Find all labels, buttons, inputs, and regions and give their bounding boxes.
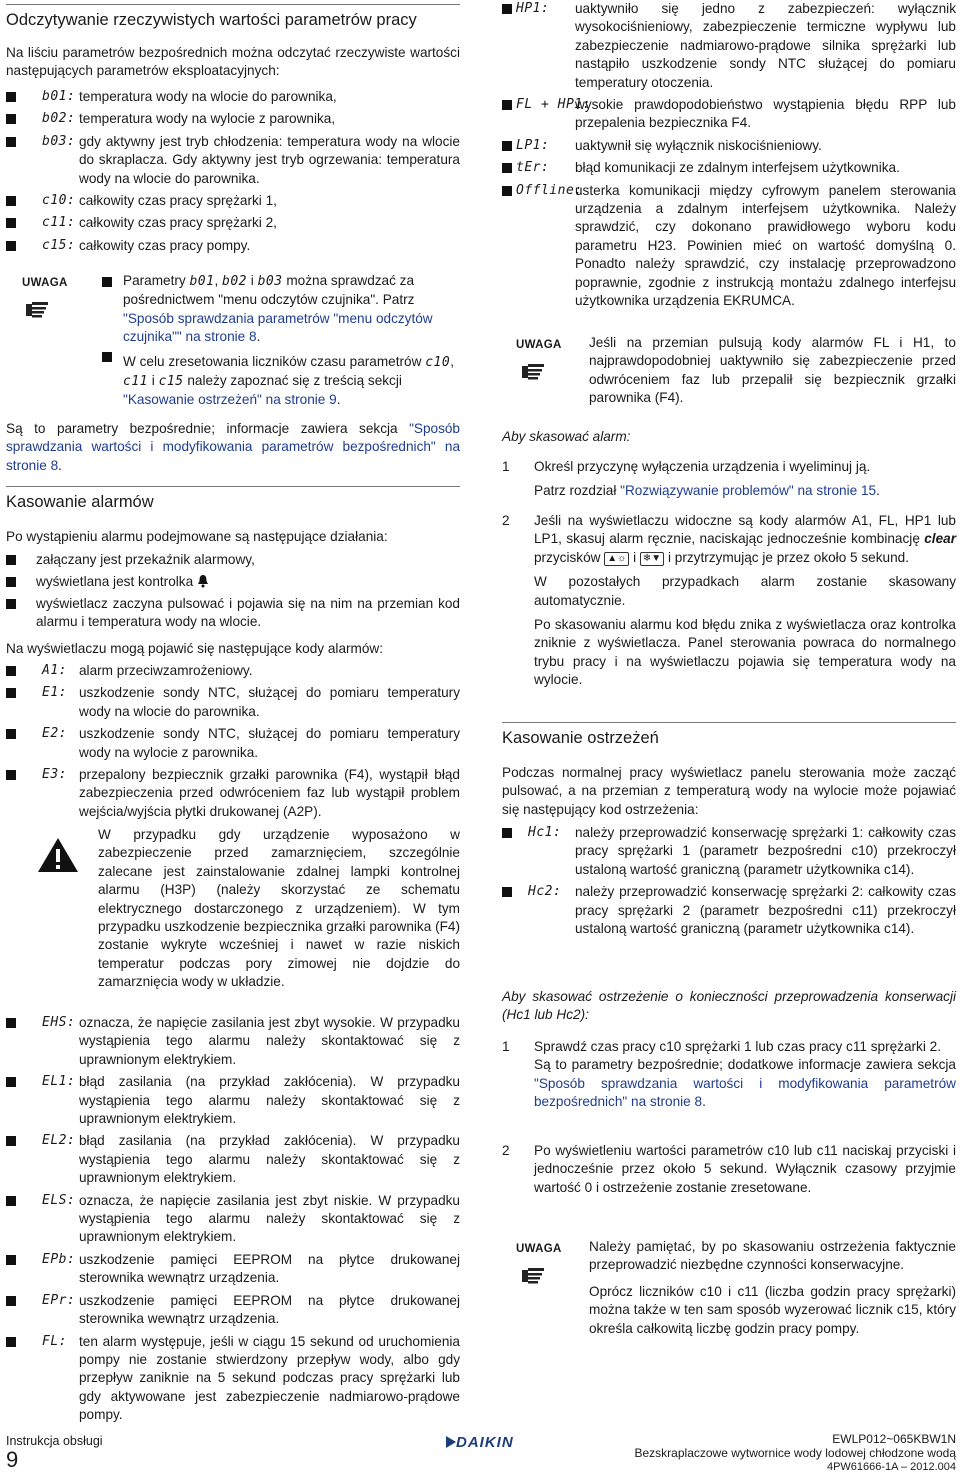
list-item (6, 766, 460, 821)
bullet (6, 1136, 16, 1146)
list-item (6, 192, 460, 210)
bullet (6, 1255, 16, 1265)
bullet (502, 100, 512, 110)
code-description: temperatura wody na wlocie do parownika, (79, 89, 337, 104)
bullet (6, 241, 16, 251)
code-label: Hc2: (528, 884, 562, 900)
warning-codes-list (502, 824, 956, 942)
code-label: c11: (42, 215, 76, 231)
daikin-logo-mark (446, 1436, 456, 1448)
section-title-readings: Odczytywanie rzeczywistych wartości parametrów pracy (6, 4, 460, 31)
codes-intro: Na wyświetlaczu mogą pojawić się następujące kody alarmów: (6, 641, 384, 656)
list-item (502, 96, 956, 133)
list-item (6, 1292, 460, 1329)
warning-box (6, 826, 460, 996)
code-label: b03: (42, 133, 76, 149)
code-description: alarm przeciwzamrożeniowy. (79, 663, 253, 678)
section-title-warnings: Kasowanie ostrzeżeń (502, 722, 956, 749)
warning-step-1: 1 Sprawdź czas pracy c10 sprężarki 1 lub czas pracy c11 sprężarki 2. Są to parametry bezpośrednie; dodatkowe informacje zawiera sekcja "Sposób sprawdzania wartości i modyfikowania parametrów bezpośrednich" na stronie 8. (502, 1039, 956, 1110)
code-label: EHS: (42, 1015, 76, 1030)
code-description: oznacza, że napięcie zasilania jest zbyt niskie. W przypadku wystąpienia tego alarmu należy skontaktować się z uprawnionym elektrykiem. (79, 1192, 460, 1245)
bullet (6, 1077, 16, 1087)
code-description: oznacza, że napięcie zasilania jest zbyt wysokie. W przypadku wystąpienia tego alarmu należy skontaktować się z uprawnionym elektrykiem. (79, 1015, 460, 1067)
list-item (6, 1132, 460, 1187)
list-item: załączany jest przekaźnik alarmowy, (6, 551, 460, 573)
down-key-icon: ❄▼ (640, 552, 664, 566)
code-description: ten alarm występuje, jeśli w ciągu 15 sekund od uruchomienia pompy nie zostanie stwierdzony przepływ wody, albo gdy przepływ zaniknie na 5 sekund podczas pracy sprężarki lub gdy aktywowane jest zabezpieczenie nadmiarowo-prądowe pompy. (79, 1333, 460, 1423)
list-item (6, 684, 460, 721)
pointing-hand-icon (520, 360, 550, 382)
code-label: Offline: (516, 182, 583, 198)
alarm-actions (6, 551, 460, 632)
list-item (6, 725, 460, 762)
bullet (502, 4, 512, 14)
list-item (502, 824, 956, 879)
footer-product: Bezskraplaczowe wytwornice wody lodowej chłodzone wodą (634, 1446, 956, 1460)
code-label: E3: (42, 767, 67, 783)
list-item (502, 182, 956, 311)
code-label: c15: (42, 237, 76, 253)
warning-step-2: 2 Po wyświetleniu wartości parametrów c10 lub c11 naciskaj przyciski i jednocześnie przez około 5 sekund. Wyłącznik czasowy przyjmie wartość 0 i ostrzeżenie zostanie zresetowane. (502, 1143, 956, 1195)
bullet (6, 1337, 16, 1347)
alarm-intro: Po wystąpieniu alarmu podejmowane są następujące działania: (6, 529, 388, 544)
list-item (6, 88, 460, 106)
bullet (6, 1296, 16, 1306)
code-label: LP1: (516, 137, 550, 153)
params-list (6, 88, 460, 259)
note-uwaga-3 (502, 1238, 956, 1378)
bullet (502, 163, 512, 173)
code-label: E1: (42, 685, 67, 701)
list-item (6, 133, 460, 188)
note-uwaga-2 (502, 334, 956, 414)
warning-triangle-icon (36, 836, 80, 874)
code-description: wysokie prawdopodobieństwo wystąpienia błędu RPP lub przepalenia bezpiecznika F4. (575, 97, 956, 131)
list-item (6, 110, 460, 128)
warning-reset-title: Aby skasować ostrzeżenie o konieczności przeprowadzenia konserwacji (Hc1 lub Hc2): (502, 989, 956, 1023)
list-item (6, 1073, 460, 1128)
footer-doc: 4PW61666-1A – 2012.004 (826, 1461, 956, 1473)
note-bullet (102, 352, 112, 362)
code-description: uszkodzenie sondy NTC, służącej do pomiaru temperatury wody na wlocie do parownika. (79, 685, 460, 719)
list-item (502, 0, 956, 92)
code-label: Hc1: (528, 825, 562, 840)
reset-step-2: 2 Jeśli na wyświetlaczu widoczne są kody alarmów A1, FL, HP1 lub LP1, skasuj alarm ręcznie, naciskając jednocześnie kombinację clear przycisków ▲☼ i ❄▼ i przytrzymując je przez około 5 sekund. W pozostałych przypadkach alarm zostanie skasowany automatycznie. Po skasowaniu alarmu kod błędu znika z wyświetlacza oraz kontrolka zniknie z wyświetlacza. Panel sterowania powraca do normalnego trybu pracy i na wyświetlaczu pojawia się temperatura wody na wylocie. (502, 513, 956, 688)
code-label: FL: (42, 1333, 67, 1349)
code-label: tEr: (516, 160, 550, 176)
bullet (6, 92, 16, 102)
note1-item-2: W celu zresetowania liczników czasu parametrów c10, c11 i c15 należy zapoznać się z treścią sekcji "Kasowanie ostrzeżeń" na stronie 9. (123, 353, 454, 408)
bullet (6, 1018, 16, 1028)
bullet (6, 729, 16, 739)
link-warning-reset[interactable]: "Kasowanie ostrzeżeń" na stronie 9 (123, 392, 337, 408)
up-key-icon: ▲☼ (604, 552, 629, 566)
bullet (6, 114, 16, 124)
link-direct-params-2[interactable]: "Sposób sprawdzania wartości i modyfikowania parametrów bezpośrednich" na stronie 8 (534, 1075, 956, 1110)
daikin-logo: DAIKIN (446, 1434, 514, 1452)
code-description: należy przeprowadzić konserwację sprężarki 2: całkowity czas pracy sprężarki 2 (parametr bezpośredni c11) przekroczył ustaloną wartość graniczną (parametr użytkownika c14). (575, 884, 956, 937)
list-item (6, 662, 460, 680)
note2-text: Jeśli na przemian pulsują kody alarmów FL i H1, to najprawdopodobniej uaktywniło się zabezpieczenie przed odwróceniem faz lub przepalił się bezpiecznik grzałki parownika (F4). (589, 335, 956, 406)
list-item (6, 237, 460, 255)
list-item (6, 1192, 460, 1247)
warnings-intro: Podczas normalnej pracy wyświetlacz panelu sterowania może zacząć pulsować, a na przemian z temperaturą wody na wylocie może pojawiać się następujący kod ostrzeżenia: (502, 765, 956, 817)
code-description: uszkodzenie sondy NTC, służącej do pomiaru temperatury wody na wylocie z parownika. (79, 726, 460, 760)
bullet (6, 688, 16, 698)
section-title-alarms: Kasowanie alarmów (6, 486, 460, 513)
code-description: całkowity czas pracy sprężarki 2, (79, 215, 277, 231)
code-label: FL + HP1: (516, 97, 591, 113)
code-label: ELS: (42, 1192, 76, 1208)
code-label: b02: (42, 111, 76, 127)
bullet (6, 666, 16, 676)
note-uwaga-1 (6, 272, 460, 408)
code-description: należy przeprowadzić konserwację sprężarki 1: całkowity czas pracy sprężarki 1 (parametr bezpośredni c10) przekroczył ustaloną wartość graniczną (parametr użytkownika c14). (575, 825, 956, 877)
footer-manual: Instrukcja obsługi (6, 1434, 103, 1448)
code-label: E2: (42, 726, 67, 742)
bell-icon (197, 574, 209, 588)
alarm-codes-list-3 (502, 0, 956, 315)
bullet (6, 218, 16, 228)
code-description: temperatura wody na wylocie z parownika, (79, 111, 336, 127)
code-description: przepalony bezpiecznik grzałki parownika (F4), wystąpił błąd zabezpieczenia przed odwróceniem faz lub wystąpił problem wejścia/wyjścia płytki drukowanej (A2P). (79, 767, 460, 819)
bullet (6, 196, 16, 206)
reset-step-1: 1 Określ przyczynę wyłączenia urządzenia i wyeliminuj ją. Patrz rozdział "Rozwiązywanie problemów" na stronie 15. (502, 459, 880, 499)
list-item (6, 1333, 460, 1425)
list-item (6, 1014, 460, 1069)
link-troubleshooting[interactable]: "Rozwiązywanie problemów" na stronie 15 (620, 483, 877, 499)
alarm-codes-list-1 (6, 662, 460, 825)
list-item (6, 1251, 460, 1288)
list-item (502, 159, 956, 177)
code-label: EL2: (42, 1133, 76, 1149)
list-item: wyświetlana jest kontrolka (6, 573, 460, 595)
link-direct-params[interactable]: "Sposób sprawdzania wartości i modyfikowania parametrów bezpośrednich" na stronie 8 (6, 421, 460, 473)
list-item (502, 883, 956, 938)
list-item (502, 137, 956, 155)
pointing-hand-icon (24, 298, 54, 320)
code-label: HP1: (516, 1, 550, 16)
code-description: uszkodzenie pamięci EEPROM na płytce drukowanej sterownika wewnątrz urządzenia. (79, 1292, 460, 1327)
footer-model: EWLP012~065KBW1N (832, 1432, 956, 1446)
code-description: usterka komunikacji między cyfrowym panelem sterowania urządzenia a zdalnym interfejsem użytkownika. Należy sprawdzić, czy dokonano prawidłowego wyboru kodu parametru H23. Powinien mieć on wartość domyślną 0. Ponadto należy sprawdzić, czy instalację przeprowadzono poprawnie, zgodnie z instrukcją montażu zdalnego interfejsu użytkownika urządzenia EKRUMCA. (575, 182, 956, 309)
code-label: EPb: (42, 1251, 76, 1267)
note-label: UWAGA (22, 277, 68, 289)
code-description: uszkodzenie pamięci EEPROM na płytce drukowanej sterownika wewnątrz urządzenia. (79, 1251, 460, 1286)
code-label: A1: (42, 663, 67, 678)
code-description: błąd komunikacji ze zdalnym interfejsem użytkownika. (575, 160, 900, 176)
alarm-codes-list-2 (6, 1014, 460, 1429)
note-bullet (102, 277, 112, 287)
bullet (502, 887, 512, 897)
readings-intro: Na liściu parametrów bezpośrednich można odczytać rzeczywiste wartości następujących parametrów eksploatacyjnych: (6, 45, 460, 79)
code-label: c10: (42, 193, 76, 209)
code-description: błąd zasilania (na przykład zakłócenia). W przypadku wystąpienia tego alarmu należy skontaktować się z uprawnionym elektrykiem. (79, 1074, 460, 1127)
bullet (6, 1196, 16, 1206)
link-sensor-menu[interactable]: "Sposób sprawdzania parametrów "menu odczytów czujnika"" na stronie 8 (123, 310, 433, 345)
list-item (6, 214, 460, 232)
code-description: błąd zasilania (na przykład zakłócenia). W przypadku wystąpienia tego alarmu należy skontaktować się z uprawnionym elektrykiem. (79, 1133, 460, 1186)
code-description: uaktywnił się wyłącznik niskociśnieniowy. (575, 137, 822, 153)
pointing-hand-icon (520, 1264, 550, 1286)
bullet (502, 186, 512, 196)
note-label: UWAGA (516, 1243, 562, 1255)
direct-params-note: Są to parametry bezpośrednie; informacje zawiera sekcja "Sposób sprawdzania wartości i modyfikowania parametrów bezpośrednich" na stronie 8. (6, 421, 460, 473)
bullet (6, 137, 16, 147)
note3-text-2: Oprócz liczników c10 i c11 (liczba godzin pracy sprężarki) można także w ten sam sposób wyzerować licznik c15, który określa całkowitą liczbę godzin pracy pompy. (589, 1283, 956, 1336)
code-label: EPr: (42, 1292, 76, 1308)
code-description: gdy aktywny jest tryb chłodzenia: temperatura wody na wlocie do skraplacza. Gdy aktywny jest tryb ogrzewania: temperatura wody na wlocie do parownika. (79, 133, 460, 186)
code-description: całkowity czas pracy pompy. (79, 237, 251, 253)
note1-item-1: Parametry b01, b02 i b03 można sprawdzać za pośrednictwem "menu odczytów czujnika". Patrz "Sposób sprawdzania parametrów "menu odczytów czujnika"" na stronie 8. (123, 273, 433, 345)
note3-text-1: Należy pamiętać, by po skasowaniu ostrzeżenia faktycznie przeprowadzić niezbędne czynności konserwacyjne. (589, 1239, 956, 1273)
bullet (502, 828, 512, 838)
reset-alarm-title: Aby skasować alarm: (502, 429, 631, 444)
code-description: całkowity czas pracy sprężarki 1, (79, 193, 277, 209)
code-label: b01: (42, 89, 76, 104)
list-item: wyświetlacz zaczyna pulsować i pojawia się na nim na przemian kod alarmu i temperatura wody na wlocie. (6, 595, 460, 632)
note-label: UWAGA (516, 339, 562, 351)
code-description: uaktywniło się jedno z zabezpieczeń: wyłącznik wysokociśnieniowy, zabezpieczenie termiczne wypływu lub zabezpieczenie nadmiarowo-prądowe silnika sprężarki lub nastąpiło uszkodzenie sondy NTC służącej do pomiaru temperatury otoczenia. (575, 1, 956, 90)
bullet (6, 770, 16, 780)
page-number: 9 (6, 1447, 19, 1472)
bullet (502, 141, 512, 151)
warning-text: W przypadku gdy urządzenie wyposażono w zabezpieczenie przed zamarznięciem, szczególnie zalecane jest zainstalowanie zdalnej lampki kontrolnej alarmu (H3P) (należy skorzystać ze schematu elektrycznego dostarczonego z urządzeniem). W tym przypadku uszkodzenie bezpiecznika grzałki parownika (F4) zostanie wykryte wcześniej i nawet w razie niskich temperatur podczas pory zimowej nie dojdzie do zamarznięcia wody w układzie. (98, 827, 460, 990)
code-label: EL1: (42, 1074, 76, 1090)
